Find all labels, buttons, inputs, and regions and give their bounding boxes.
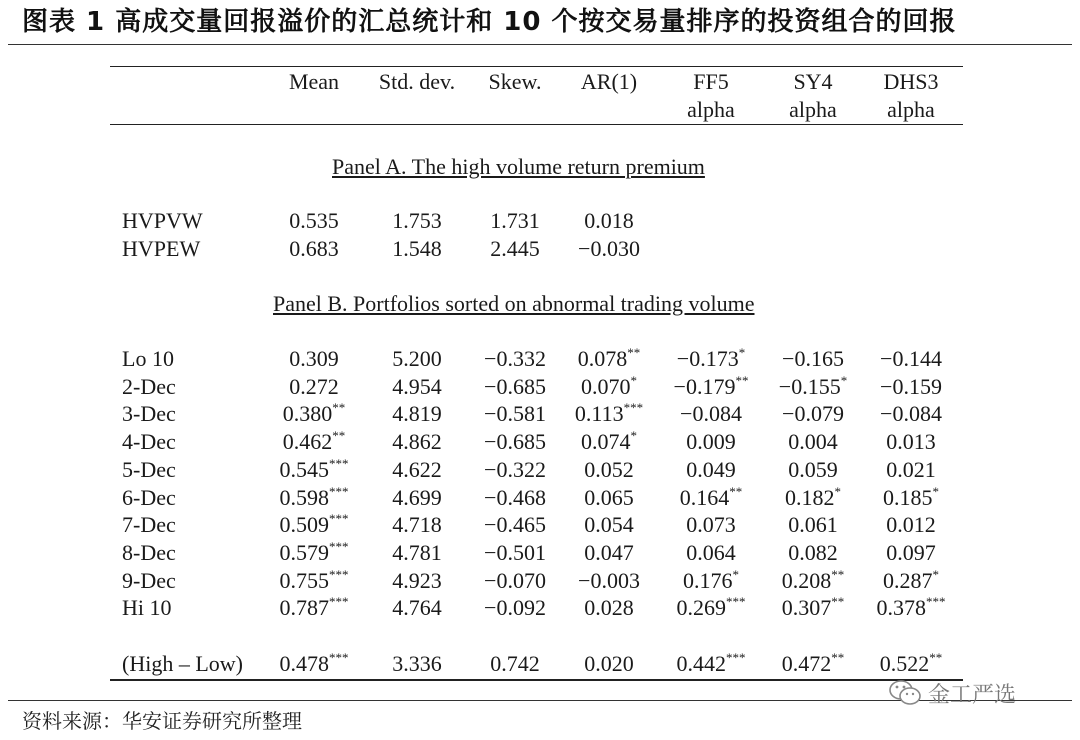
- cell-value: −0.070: [484, 567, 546, 593]
- header-rule: [110, 124, 963, 125]
- table-cell: [484, 374, 546, 400]
- table-cell: [880, 651, 943, 677]
- cell-value: −0.468: [484, 484, 546, 510]
- table-cell: [680, 485, 743, 511]
- cell-value: −0.685: [484, 429, 546, 455]
- cell-value: 5.200: [392, 346, 442, 371]
- cell-value: 3.336: [392, 651, 442, 676]
- cell-value: 0.061: [788, 512, 838, 538]
- column-header: AR(1): [580, 69, 638, 94]
- table-cell: [674, 374, 749, 400]
- cell-value: 0.742: [490, 651, 540, 676]
- cell-value: 0.065: [584, 484, 634, 510]
- significance-stars: ***: [726, 594, 746, 610]
- table-cell: [484, 401, 546, 427]
- table-cell: [280, 512, 349, 538]
- cell-value: 1.753: [392, 208, 442, 233]
- cell-value: 0.047: [584, 539, 634, 565]
- cell-value: −0.159: [880, 373, 942, 399]
- cell-value: 0.004: [788, 429, 838, 455]
- significance-stars: ***: [329, 455, 349, 471]
- cell-value: 0.070: [581, 373, 631, 399]
- row-label: 9-Dec: [122, 567, 176, 593]
- cell-value: 0.478: [279, 651, 329, 676]
- table-cell: [886, 512, 936, 538]
- cell-value: 0.545: [279, 456, 329, 482]
- significance-stars: **: [831, 650, 845, 665]
- table-cell: [880, 346, 942, 372]
- table-cell: [392, 401, 442, 427]
- cell-value: 0.272: [289, 373, 339, 399]
- table-cell: [880, 401, 942, 427]
- cell-value: 0.185: [883, 484, 933, 510]
- title-divider: [8, 44, 1072, 45]
- cell-value: 0.054: [584, 512, 634, 538]
- significance-stars: *: [738, 345, 746, 360]
- cell-value: 0.309: [289, 346, 339, 371]
- table-cell: [484, 485, 546, 511]
- cell-value: 0.074: [581, 429, 631, 455]
- cell-value: 0.078: [577, 346, 628, 371]
- table-cell: [686, 512, 736, 538]
- table-cell: [788, 457, 838, 483]
- table-cell: [392, 236, 442, 262]
- significance-stars: **: [332, 428, 346, 444]
- significance-stars: **: [627, 345, 641, 360]
- wechat-icon: [888, 679, 922, 707]
- table-cell: [886, 540, 936, 566]
- cell-value: 4.622: [392, 456, 442, 482]
- table-cell: [280, 568, 349, 594]
- cell-value: 0.013: [886, 429, 936, 455]
- table-cell: [578, 346, 641, 372]
- cell-value: −0.165: [782, 346, 844, 371]
- significance-stars: ***: [329, 483, 349, 499]
- table-cell: [877, 595, 946, 621]
- cell-value: −0.084: [880, 401, 942, 427]
- figure-title: 图表 1 高成交量回报溢价的汇总统计和 10 个按交易量排序的投资组合的回报: [22, 7, 957, 37]
- cell-value: 1.548: [392, 236, 442, 261]
- cell-value: 4.718: [392, 512, 442, 538]
- table-cell: [677, 595, 746, 621]
- cell-value: 0.287: [883, 567, 933, 593]
- significance-stars: **: [831, 566, 845, 582]
- table-cell: [584, 651, 634, 677]
- row-label: Lo 10: [122, 346, 174, 371]
- cell-value: 0.049: [686, 456, 736, 482]
- cell-value: −0.003: [578, 567, 640, 593]
- table-bottom-rule: [110, 679, 963, 681]
- cell-value: 0.522: [879, 651, 930, 676]
- column-header-sub: alpha: [789, 97, 837, 122]
- row-label: 8-Dec: [122, 539, 176, 565]
- cell-value: 0.683: [289, 236, 339, 261]
- cell-value: −0.581: [484, 401, 546, 427]
- cell-value: 0.598: [279, 484, 329, 510]
- cell-value: 0.012: [886, 512, 936, 538]
- table-cell: [883, 568, 939, 594]
- table-cell: [584, 457, 634, 483]
- cell-value: 0.021: [886, 456, 936, 482]
- significance-stars: **: [929, 650, 943, 665]
- table-cell: [677, 651, 746, 677]
- significance-stars: ***: [926, 594, 946, 610]
- row-label: HVPEW: [122, 236, 201, 261]
- cell-value: −0.332: [484, 346, 546, 371]
- table-cell: [392, 540, 442, 566]
- table-cell: [392, 595, 442, 621]
- table-cell: [788, 540, 838, 566]
- column-header-sub: alpha: [687, 97, 735, 122]
- top-rule: [110, 66, 963, 67]
- table-cell: [392, 374, 442, 400]
- cell-value: 4.699: [392, 484, 442, 510]
- significance-stars: **: [729, 483, 743, 499]
- table-cell: [581, 374, 637, 400]
- table-cell: [782, 401, 844, 427]
- significance-stars: **: [831, 594, 845, 610]
- significance-stars: ***: [329, 538, 349, 554]
- cell-value: 0.028: [584, 595, 634, 621]
- cell-value: 0.380: [282, 401, 333, 427]
- row-label: HVPVW: [122, 208, 203, 233]
- cell-value: 0.018: [584, 208, 634, 233]
- table-cell: [484, 568, 546, 594]
- table-cell: [782, 651, 845, 677]
- table-cell: [392, 568, 442, 594]
- significance-stars: ***: [329, 594, 349, 610]
- table-cell: [392, 429, 442, 455]
- cell-value: 0.082: [788, 539, 838, 565]
- table-cell: [392, 346, 442, 372]
- cell-value: 0.535: [289, 208, 339, 233]
- cell-value: −0.179: [673, 373, 736, 399]
- table-cell: [490, 208, 540, 234]
- table-cell: [392, 512, 442, 538]
- cell-value: −0.465: [484, 512, 546, 538]
- cell-value: −0.501: [484, 539, 546, 565]
- table-cell: [578, 568, 640, 594]
- cell-value: 0.097: [886, 539, 936, 565]
- significance-stars: *: [834, 483, 841, 499]
- table-cell: [392, 208, 442, 234]
- cell-value: 0.009: [686, 429, 736, 455]
- table-cell: [578, 236, 640, 262]
- cell-value: −0.030: [578, 236, 640, 261]
- cell-value: 4.764: [392, 595, 442, 621]
- cell-value: 0.472: [781, 651, 832, 676]
- table-cell: [283, 429, 346, 455]
- cell-value: 0.164: [679, 484, 730, 510]
- table-cell: [280, 457, 349, 483]
- significance-stars: ***: [329, 511, 349, 527]
- cell-value: −0.079: [782, 401, 844, 427]
- cell-value: 0.378: [876, 595, 926, 621]
- cell-value: 0.176: [683, 567, 733, 593]
- table-cell: [289, 374, 339, 400]
- cell-value: 0.113: [574, 401, 624, 427]
- cell-value: 0.509: [279, 512, 329, 538]
- significance-stars: *: [630, 372, 637, 388]
- column-header: Mean: [288, 69, 340, 94]
- watermark: [888, 676, 1016, 710]
- table-cell: [392, 485, 442, 511]
- cell-value: 0.020: [584, 651, 634, 676]
- table-cell: [280, 595, 349, 621]
- cell-value: 4.819: [392, 401, 442, 427]
- significance-stars: **: [332, 400, 346, 416]
- cell-value: 1.731: [490, 208, 540, 233]
- row-label: 2-Dec: [122, 373, 176, 399]
- panel-b-title: Panel B. Portfolios sorted on abnormal trading volume: [273, 291, 755, 316]
- table-cell: [289, 346, 339, 372]
- table-cell: [283, 401, 346, 427]
- table-cell: [289, 236, 339, 262]
- cell-value: −0.322: [484, 456, 546, 482]
- significance-stars: ***: [329, 650, 349, 665]
- table-cell: [785, 485, 841, 511]
- cell-value: 0.787: [279, 595, 329, 621]
- cell-value: 4.781: [392, 539, 442, 565]
- cell-value: 0.755: [279, 567, 329, 593]
- cell-value: −0.144: [880, 346, 942, 371]
- row-label: 4-Dec: [122, 429, 176, 455]
- table-cell: [280, 651, 349, 677]
- column-header: DHS3: [883, 69, 939, 94]
- table-cell: [484, 512, 546, 538]
- table-cell: [392, 651, 442, 677]
- cell-value: 0.059: [788, 456, 838, 482]
- row-label: 6-Dec: [122, 484, 176, 510]
- column-header-sub: alpha: [887, 97, 935, 122]
- significance-stars: ***: [329, 566, 349, 582]
- watermark-text: 金工严选: [928, 682, 1017, 708]
- table-cell: [484, 595, 546, 621]
- table-cell: [484, 457, 546, 483]
- cell-value: −0.092: [484, 595, 546, 621]
- table-cell: [289, 208, 339, 234]
- table-cell: [883, 485, 939, 511]
- table-cell: [782, 595, 845, 621]
- table-cell: [677, 346, 745, 372]
- table-cell: [490, 651, 540, 677]
- cell-value: 2.445: [490, 236, 540, 261]
- column-header: FF5: [693, 69, 729, 94]
- cell-value: 0.052: [584, 456, 634, 482]
- row-label: 5-Dec: [122, 456, 176, 482]
- cell-value: 4.862: [392, 429, 442, 455]
- panel-a-title: Panel A. The high volume return premium: [332, 154, 705, 179]
- table-cell: [484, 540, 546, 566]
- row-label: Hi 10: [122, 595, 172, 621]
- cell-value: 0.307: [781, 595, 832, 621]
- column-header: Std. dev.: [378, 69, 456, 94]
- row-label: (High – Low): [122, 651, 243, 676]
- significance-stars: *: [732, 566, 739, 582]
- cell-value: 0.442: [676, 651, 726, 676]
- table-cell: [490, 236, 540, 262]
- cell-value: −0.084: [680, 401, 742, 427]
- cell-value: 0.269: [676, 595, 726, 621]
- cell-value: 0.462: [282, 429, 333, 455]
- table-cell: [683, 568, 739, 594]
- cell-value: 0.208: [781, 567, 832, 593]
- table-cell: [779, 374, 847, 400]
- cell-value: −0.155: [778, 373, 841, 399]
- significance-stars: **: [735, 372, 749, 388]
- table-cell: [584, 540, 634, 566]
- cell-value: −0.685: [484, 373, 546, 399]
- significance-stars: ***: [623, 400, 644, 416]
- table-cell: [686, 429, 736, 455]
- significance-stars: ***: [726, 650, 746, 665]
- table-cell: [686, 540, 736, 566]
- table-cell: [392, 457, 442, 483]
- table-cell: [280, 485, 349, 511]
- table-cell: [584, 208, 634, 234]
- significance-stars: *: [932, 566, 939, 582]
- table-cell: [584, 595, 634, 621]
- significance-stars: *: [630, 428, 637, 444]
- table-cell: [686, 457, 736, 483]
- table-cell: [280, 540, 349, 566]
- source-note: 资料来源：华安证券研究所整理: [22, 709, 302, 733]
- cell-value: 0.073: [686, 512, 736, 538]
- table-cell: [782, 568, 845, 594]
- cell-value: 4.954: [392, 373, 442, 399]
- row-label: 3-Dec: [122, 401, 176, 427]
- table-cell: [484, 346, 546, 372]
- cell-value: 0.579: [279, 539, 329, 565]
- cell-value: 4.923: [392, 567, 442, 593]
- table-cell: [782, 346, 844, 372]
- significance-stars: *: [840, 372, 848, 388]
- row-label: 7-Dec: [122, 512, 176, 538]
- table-cell: [680, 401, 742, 427]
- table-cell: [575, 401, 643, 427]
- table-cell: [880, 374, 942, 400]
- table-cell: [581, 429, 637, 455]
- table-cell: [886, 429, 936, 455]
- table-cell: [886, 457, 936, 483]
- table-cell: [584, 485, 634, 511]
- table-cell: [788, 429, 838, 455]
- cell-value: 0.182: [785, 484, 835, 510]
- table-cell: [788, 512, 838, 538]
- cell-value: −0.173: [676, 346, 739, 371]
- cell-value: 0.064: [686, 539, 736, 565]
- column-header: SY4: [793, 69, 833, 94]
- column-header: Skew.: [488, 69, 542, 94]
- table-cell: [484, 429, 546, 455]
- significance-stars: *: [932, 483, 939, 499]
- table-cell: [584, 512, 634, 538]
